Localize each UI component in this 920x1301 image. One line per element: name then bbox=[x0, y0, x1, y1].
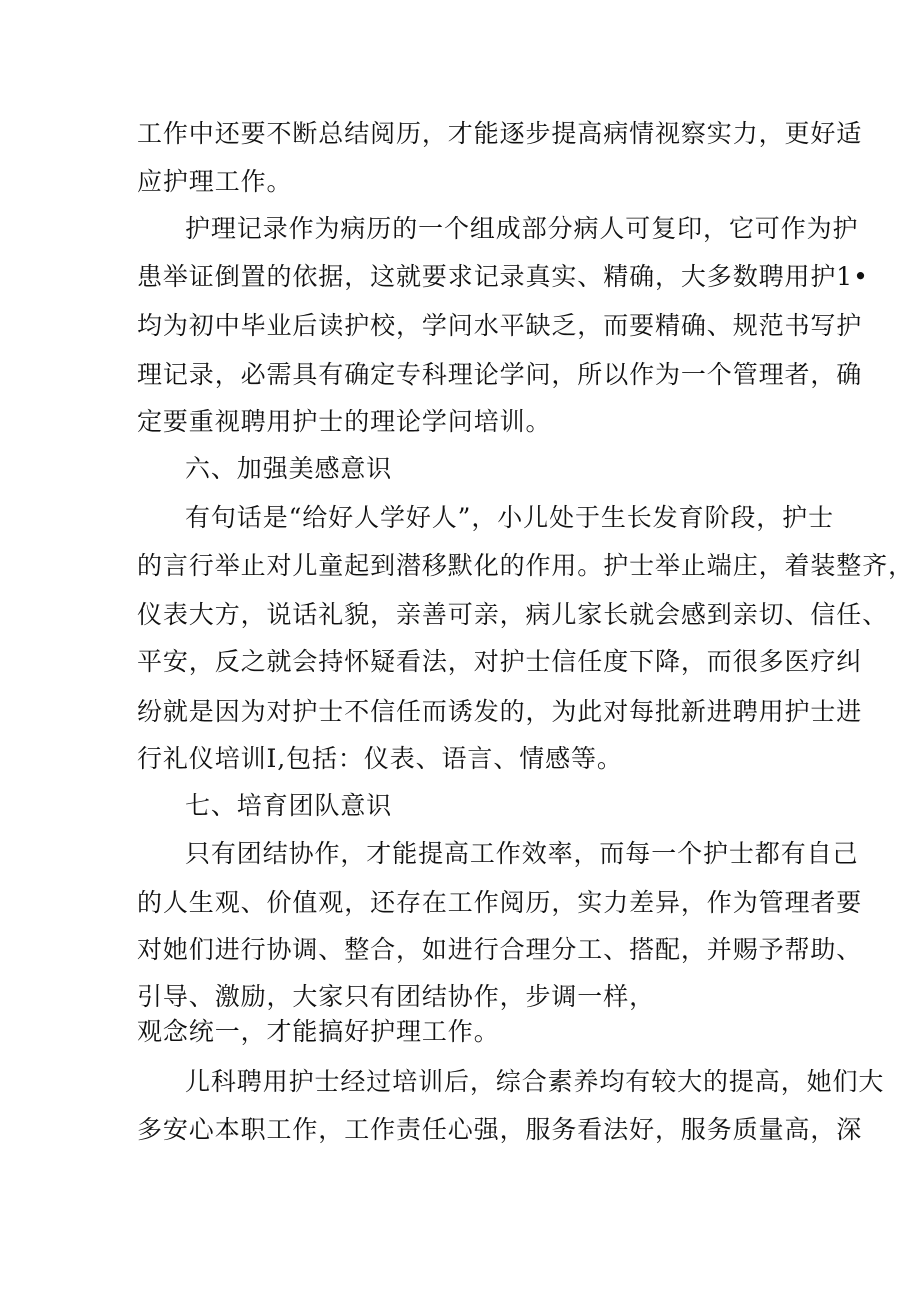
text-line: 工作中还要不断总结阅历，才能逐步提高病情视察实力，更好适 bbox=[137, 119, 863, 148]
text-line: 纷就是因为对护士不信任而诱发的，为此对每批新进聘用护士进 bbox=[137, 697, 863, 726]
text-line: 平安，反之就会持怀疑看法，对护士信任度下降，而很多医疗纠 bbox=[137, 647, 863, 676]
paragraph-start-line: 只有团结协作，才能提高工作效率，而每一个护士都有自己 bbox=[185, 839, 859, 868]
section-heading: 七、培育团队意识 bbox=[185, 791, 393, 820]
paragraph-start-line: 儿科聘用护士经过培训后，综合素养均有较大的提高，她们大 bbox=[185, 1067, 885, 1096]
paragraph-start-line: 有句话是“给好人学好人”，小儿处于生长发育阶段，护士 bbox=[185, 503, 834, 532]
text-line: 多安心本职工作，工作责任心强，服务看法好，服务质量高，深 bbox=[137, 1115, 863, 1144]
text-line: 应护理工作。 bbox=[137, 167, 293, 196]
text-line: 观念统一，才能搞好护理工作。 bbox=[137, 1017, 500, 1046]
text-line: 患举证倒置的依据，这就要求记录真实、精确，大多数聘用护1• bbox=[137, 262, 869, 291]
text-line: 定要重视聘用护士的理论学问培训。 bbox=[137, 407, 552, 436]
section-heading: 六、加强美感意识 bbox=[185, 454, 393, 483]
text-line: 的言行举止对儿童起到潜移默化的作用。护士举止端庄，着装整齐， bbox=[137, 551, 915, 580]
text-line: 行礼仪培训I,包括：仪表、语言、情感等。 bbox=[137, 744, 623, 773]
text-line: 理记录，必需具有确定专科理论学问，所以作为一个管理者，确 bbox=[137, 360, 863, 389]
text-line: 的人生观、价值观，还存在工作阅历，实力差异，作为管理者要 bbox=[137, 888, 863, 917]
text-line: 仪表大方，说话礼貌，亲善可亲，病儿家长就会感到亲切、信任、 bbox=[137, 600, 889, 629]
text-line: 对她们进行协调、整合，如进行合理分工、搭配，并赐予帮助、 bbox=[137, 935, 863, 964]
paragraph-start-line: 护理记录作为病历的一个组成部分病人可复印，它可作为护 bbox=[185, 214, 859, 243]
text-line: 引导、激励，大家只有团结协作，步调一样， bbox=[137, 982, 656, 1011]
text-line: 均为初中毕业后读护校，学问水平缺乏，而要精确、规范书写护 bbox=[137, 311, 863, 340]
